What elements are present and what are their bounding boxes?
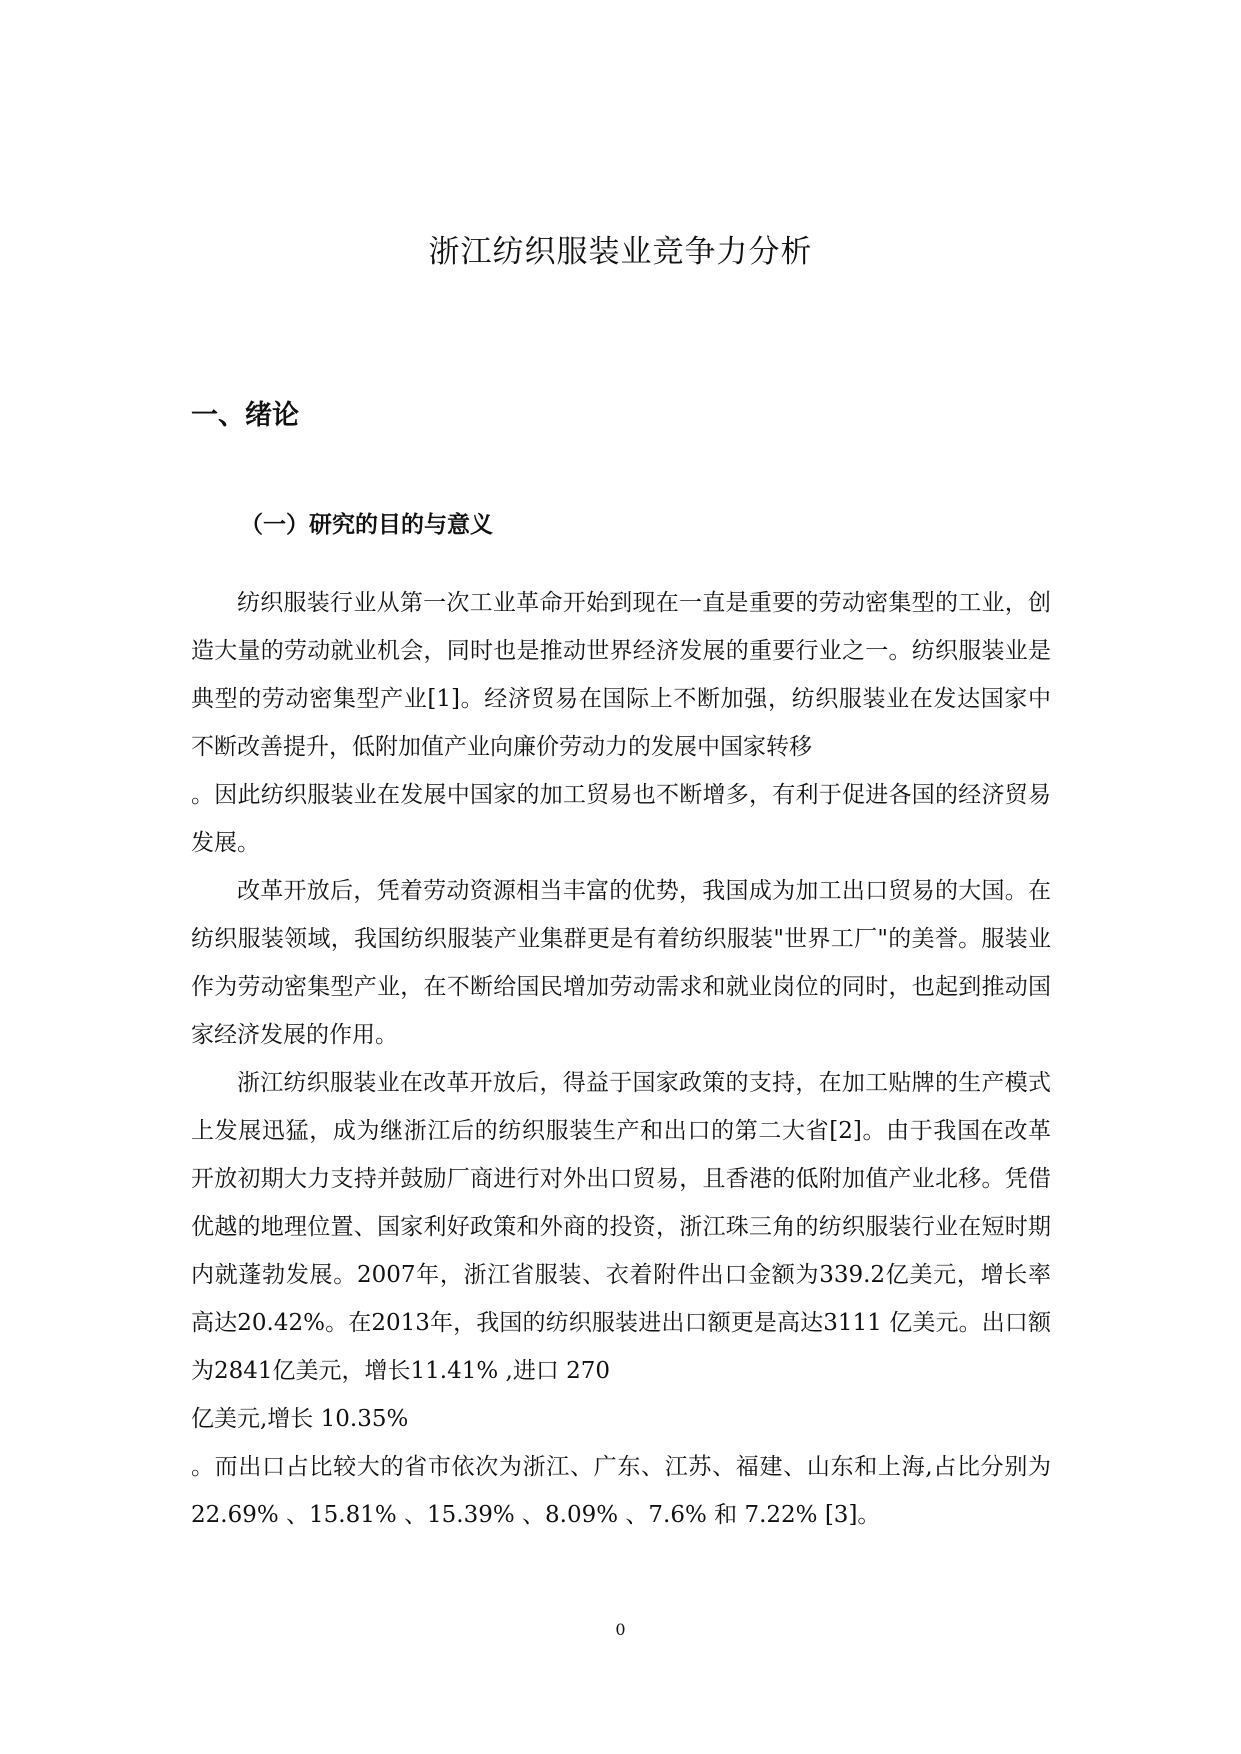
paragraph: 。而出口占比较大的省市依次为浙江、广东、江苏、福建、山东和上海,占比分别为 22.69% 、15.81% 、15.39% 、8.09% 、7.6% 和 7.22% [3]。 [191, 1454, 1051, 1528]
paragraph: 。因此纺织服装业在发展中国家的加工贸易也不断增多，有利于促进各国的经济贸易发展。 [191, 782, 1051, 856]
page-title: 浙江纺织服装业竞争力分析 [428, 234, 813, 270]
body-text [191, 579, 1051, 1539]
subsection-heading: （一）研究的目的与意义 [240, 512, 493, 538]
paragraph: 纺织服装行业从第一次工业革命开始到现在一直是重要的劳动密集型的工业，创造大量的劳动就业机会，同时也是推动世界经济发展的重要行业之一。纺织服装业是典型的劳动密集型产业[1]。经济贸易在国际上不断加强，纺织服装业在发达国家中不断改善提升，低附加值产业向廉价劳动力的发展中国家转移 [191, 590, 1051, 760]
page-number: 0 [615, 1620, 626, 1639]
paragraph: 浙江纺织服装业在改革开放后，得益于国家政策的支持，在加工贴牌的生产模式上发展迅猛，成为继浙江后的纺织服装生产和出口的第二大省[2]。由于我国在改革开放初期大力支持并鼓励厂商进行对外出口贸易，且香港的低附加值产业北移。凭借优越的地理位置、国家利好政策和外商的投资，浙江珠三角的纺织服装行业在短时期内就蓬勃发展。2007年，浙江省服装、衣着附件出口金额为339.2亿美元，增长率高达20.42%。在2013年，我国的纺织服装进出口额更是高达3111 亿美元。出口额为2841亿美元，增长11.41% ,进口 270 [191, 1070, 1051, 1384]
section-heading: 一、绪论 [191, 400, 299, 431]
paragraph: 亿美元,增长 10.35% [191, 1406, 409, 1432]
paragraph: 改革开放后，凭着劳动资源相当丰富的优势，我国成为加工出口贸易的大国。在纺织服装领域，我国纺织服装产业集群更是有着纺织服装"世界工厂"的美誉。服装业作为劳动密集型产业，在不断给国民增加劳动需求和就业岗位的同时，也起到推动国家经济发展的作用。 [191, 878, 1051, 1048]
